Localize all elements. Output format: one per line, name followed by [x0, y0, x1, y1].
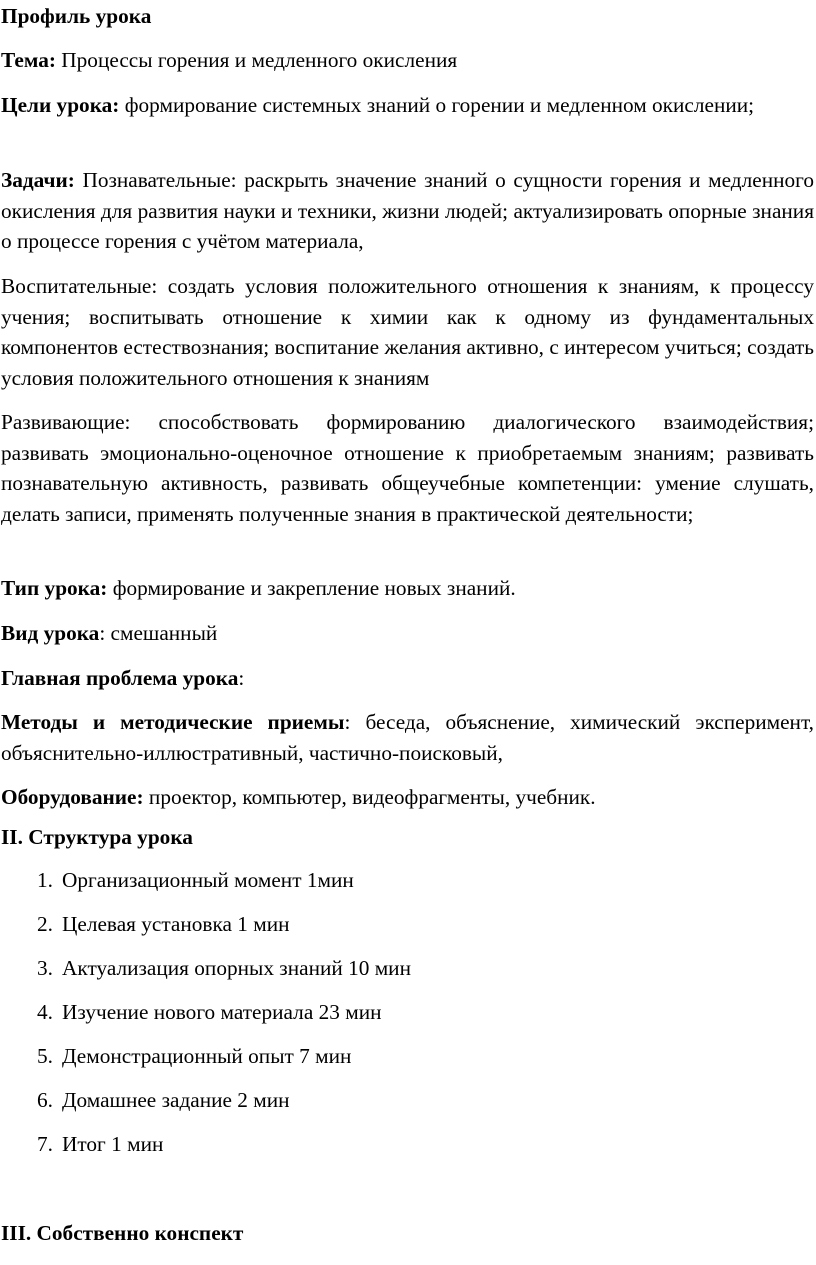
methods-text: : беседа, объяснение, химический эксперимент, объяснительно-иллюстративный, частично-поисковый,	[1, 710, 814, 765]
topic-text: Процессы горения и медленного окисления	[55, 48, 458, 72]
lesson-kind-label: Вид урока	[1, 621, 100, 645]
equipment-line	[1, 782, 814, 813]
topic-label: Тема:	[1, 48, 56, 72]
tasks-paragraph	[1, 165, 814, 257]
document-title: Профиль урока	[1, 4, 152, 28]
tasks-text: Познавательные: раскрыть значение знаний о сущности горения и медленного окисления для развития науки и техники, жизни людей; актуализировать опорные знания о процессе горения с учётом материала,	[1, 168, 814, 253]
lesson-type-line	[1, 573, 814, 604]
main-problem-text: :	[238, 666, 245, 690]
lesson-kind-line	[1, 618, 814, 649]
topic-line	[1, 45, 814, 76]
tasks-label: Задачи:	[1, 168, 75, 192]
lesson-type-text: формирование и закрепление новых знаний.	[107, 576, 516, 600]
lesson-kind-text: : смешанный	[99, 621, 218, 645]
lesson-type-label: Тип урока:	[1, 576, 108, 600]
summary-heading: III. Собственно конспект	[1, 1221, 244, 1245]
main-problem-line	[1, 663, 814, 694]
goals-paragraph	[1, 90, 814, 121]
equipment-label: Оборудование:	[1, 785, 144, 809]
equipment-text: проектор, компьютер, видеофрагменты, учебник.	[143, 785, 596, 809]
methods-label: Методы и методические приемы	[1, 710, 345, 734]
main-problem-label: Главная проблема урока	[1, 666, 239, 690]
developing-paragraph: Развивающие: способствовать формированию диалогического взаимодействия; развивать эмоционально-оценочное отношение к приобретаемым знаниям; развивать познавательную активность, развивать общеучебные компетенции: умение слушать, делать записи, применять полученные знания в практической деятельности;	[1, 410, 814, 526]
goals-label: Цели урока:	[1, 93, 120, 117]
educational-paragraph: Воспитательные: создать условия положительного отношения к знаниям, к процессу учения; воспитывать отношение к химии как к одному из фундаментальных компонентов естествознания; воспитание желания активно, с интересом учиться; создать условия положительного отношения к знаниям	[1, 274, 814, 390]
methods-paragraph	[1, 707, 814, 768]
goals-text: формирование системных знаний о горении и медленном окислении;	[119, 93, 755, 117]
structure-heading: II. Структура урока	[1, 825, 193, 849]
